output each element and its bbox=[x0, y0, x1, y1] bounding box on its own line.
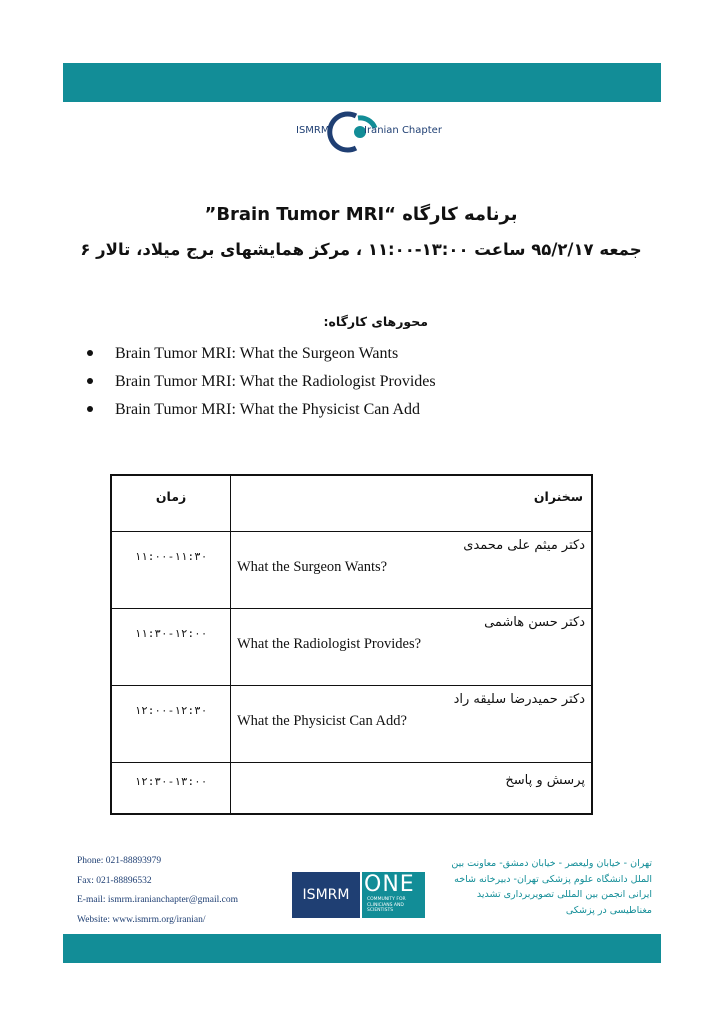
topics-heading: محورهای کارگاه: bbox=[323, 314, 428, 329]
email-text: E-mail: ismrm.iranianchapter@gmail.com bbox=[77, 895, 238, 905]
bullet-icon bbox=[87, 378, 93, 384]
logo-chapter-text: Iranian Chapter bbox=[364, 125, 442, 136]
speaker-topic: What the Radiologist Provides? bbox=[237, 636, 422, 652]
one-logo-word: ONE bbox=[364, 872, 415, 897]
logo-ismrm-text: ISMRM bbox=[296, 125, 330, 136]
address-text: تهران - خیابان ولیعصر - خیابان دمشق- معاونت بین الملل دانشگاه علوم پزشکی تهران- دبیرخانه شاخه ایرانی انجمن بین المللی تصویربرداری تشدید مغناطیسی در پزشکی bbox=[451, 858, 652, 916]
table-header-row bbox=[111, 475, 592, 532]
qa-label: پرسش و پاسخ bbox=[505, 773, 585, 788]
speaker-topic: What the Physicist Can Add? bbox=[237, 713, 407, 729]
header-speaker: سخنران bbox=[231, 475, 593, 532]
schedule-table bbox=[110, 474, 593, 815]
row-time: ۱۱:۳۰-۱۲:۰۰ bbox=[111, 609, 231, 686]
row-speaker bbox=[231, 609, 593, 686]
phone-text: Phone: 021-88893979 bbox=[77, 856, 162, 866]
row-speaker bbox=[231, 763, 593, 815]
row-speaker bbox=[231, 532, 593, 609]
workshop-date-venue: جمعه ۹۵/۲/۱۷ ساعت ۱۳:۰۰-۱۱:۰۰ ، مرکز همایشهای برج میلاد، تالار ۶ bbox=[80, 240, 642, 259]
speaker-name: دکتر حمیدرضا سلیقه راد bbox=[453, 692, 585, 707]
one-logo-subtitle: COMMUNITY FOR CLINICIANS AND SCIENTISTS bbox=[367, 897, 406, 913]
row-time: ۱۲:۰۰-۱۲:۳۰ bbox=[111, 686, 231, 763]
topic-item: Brain Tumor MRI: What the Surgeon Wants bbox=[82, 342, 436, 370]
one-community-logo bbox=[362, 872, 425, 918]
table-row bbox=[111, 686, 592, 763]
table-row bbox=[111, 609, 592, 686]
topic-item: Brain Tumor MRI: What the Radiologist Provides bbox=[82, 370, 436, 398]
header-time: زمان bbox=[111, 475, 231, 532]
row-speaker bbox=[231, 686, 593, 763]
bottom-band bbox=[63, 934, 661, 963]
ismrm-logo-text: ISMRM bbox=[292, 872, 360, 918]
table-row bbox=[111, 763, 592, 815]
chapter-logo-mark bbox=[0, 0, 722, 170]
topics-list bbox=[82, 342, 436, 426]
table-row bbox=[111, 532, 592, 609]
ismrm-one-logo bbox=[292, 872, 425, 918]
row-time: ۱۱:۰۰-۱۱:۳۰ bbox=[111, 532, 231, 609]
topic-item: Brain Tumor MRI: What the Physicist Can Add bbox=[82, 398, 436, 426]
speaker-name: دکتر میثم علی محمدی bbox=[463, 538, 585, 553]
row-time: ۱۲:۳۰-۱۳:۰۰ bbox=[111, 763, 231, 815]
speaker-topic: What the Surgeon Wants? bbox=[237, 559, 388, 575]
speaker-name: دکتر حسن هاشمی bbox=[484, 615, 585, 630]
contact-info bbox=[77, 856, 238, 934]
fax-text: Fax: 021-88896532 bbox=[77, 875, 152, 886]
bullet-icon bbox=[87, 406, 93, 412]
workshop-title: برنامه کارگاه “Brain Tumor MRI” bbox=[204, 204, 518, 225]
website-text: Website: www.ismrm.org/iranian/ bbox=[77, 914, 206, 925]
bullet-icon bbox=[87, 350, 93, 356]
